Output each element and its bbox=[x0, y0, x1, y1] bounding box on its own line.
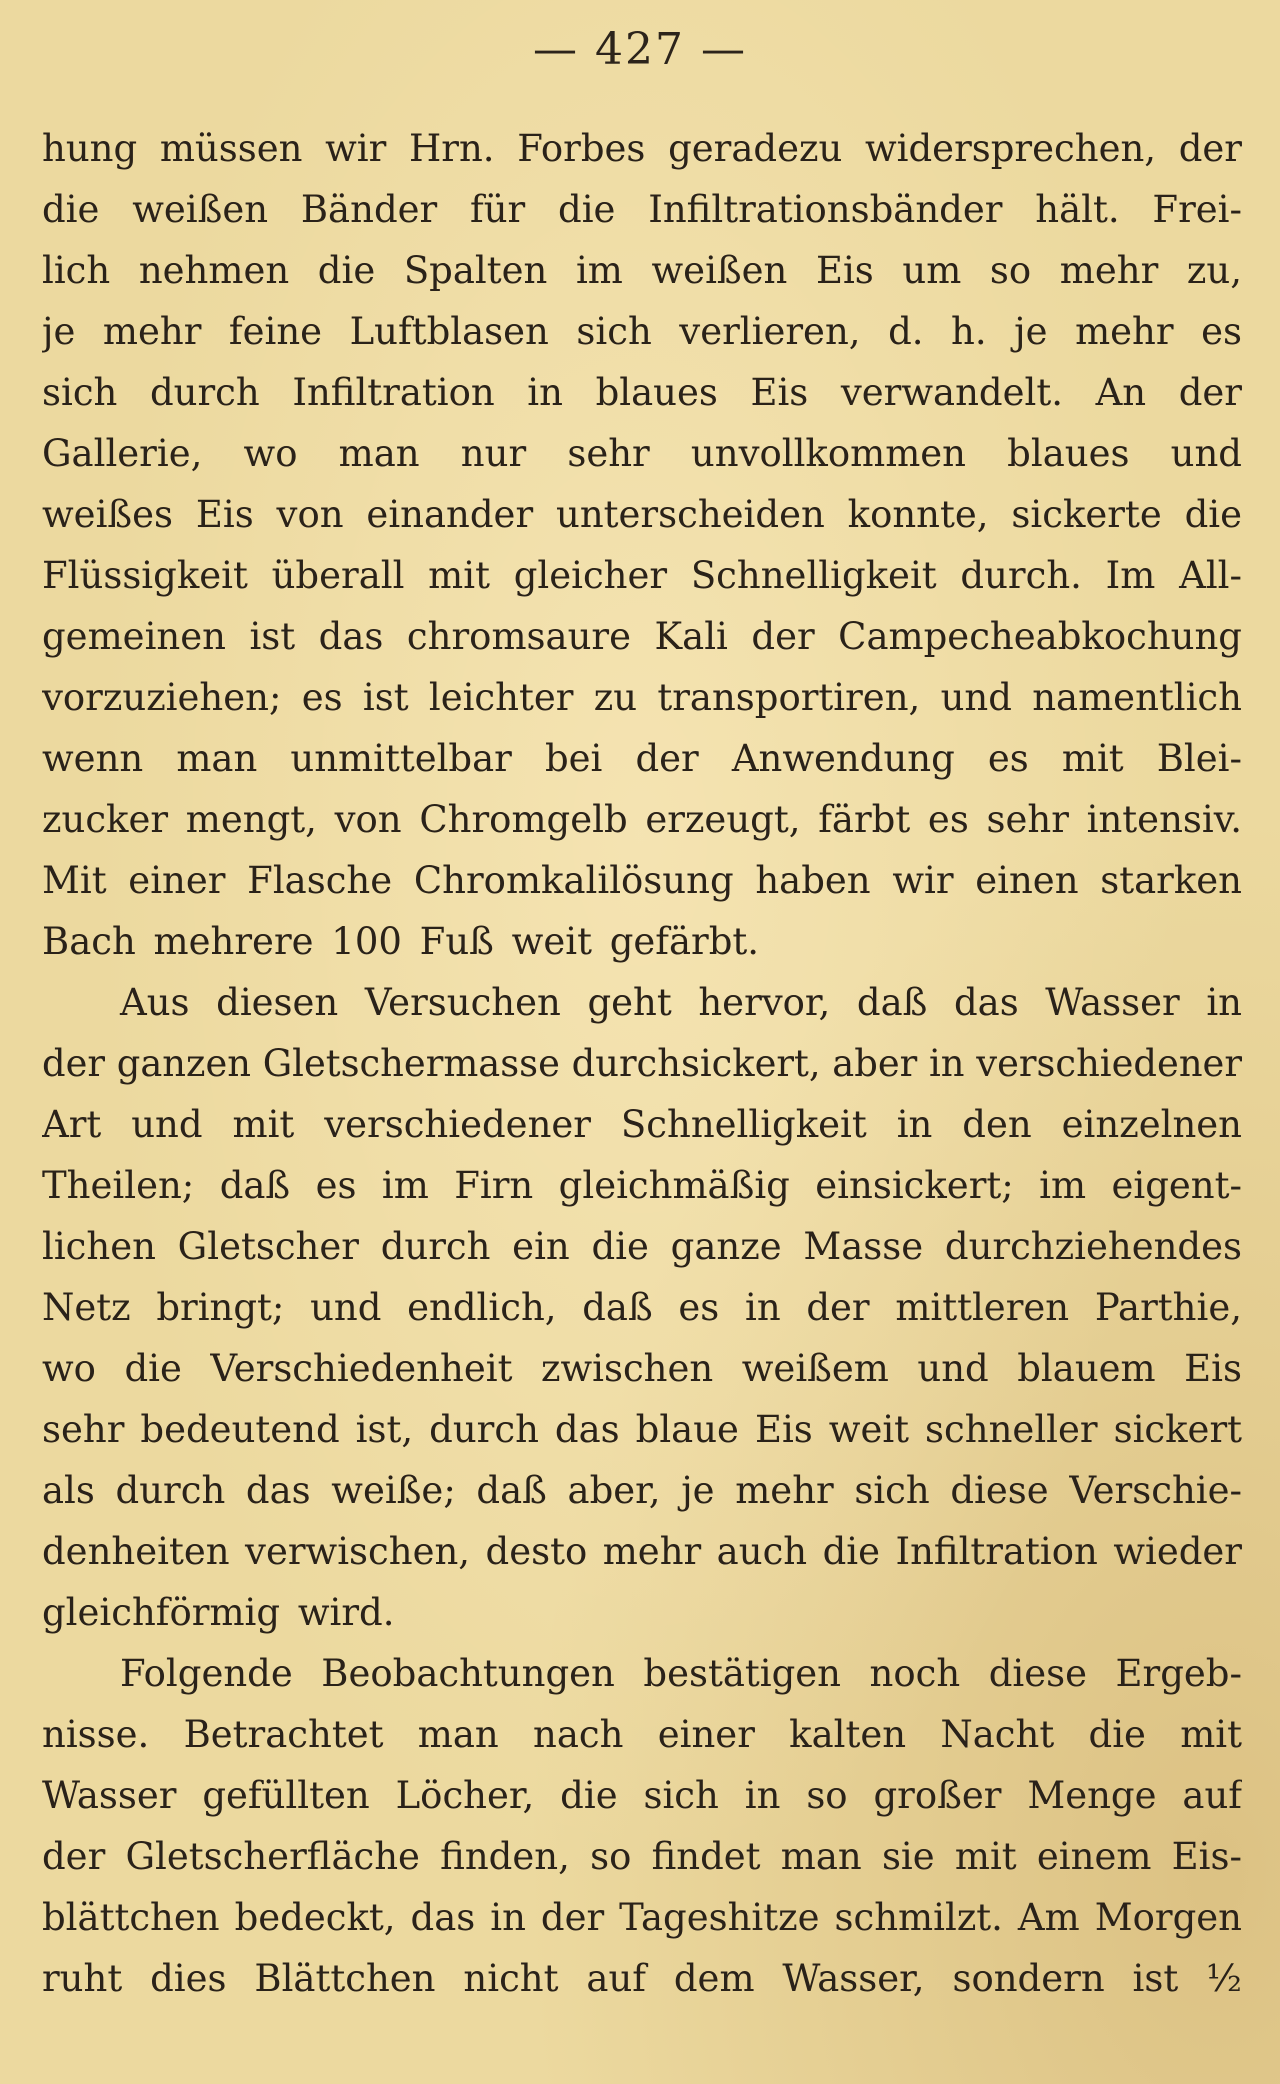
text-line bbox=[42, 1399, 1242, 1460]
line-text: Bach mehrere 100 Fuß weit gefärbt. bbox=[42, 920, 760, 963]
line-text: weißes Eis von einander unterscheiden konnte, sickerte die bbox=[42, 493, 1242, 536]
line-text: Wasser gefüllten Löcher, die sich in so großer Menge auf bbox=[42, 1774, 1242, 1817]
line-text: Netz bringt; und endlich, daß es in der mittleren Parthie, bbox=[42, 1286, 1242, 1329]
text-line bbox=[42, 240, 1242, 301]
line-text: denheiten verwischen, desto mehr auch die Infiltration wieder bbox=[42, 1530, 1242, 1573]
text-line bbox=[42, 1094, 1242, 1155]
text-line bbox=[42, 1338, 1242, 1399]
line-text: zucker mengt, von Chromgelb erzeugt, färbt es sehr intensiv. bbox=[42, 798, 1242, 841]
text-line bbox=[42, 118, 1242, 179]
line-text: der Gletscherfläche finden, so findet man sie mit einem Eis- bbox=[42, 1835, 1242, 1878]
text-line bbox=[42, 1521, 1242, 1582]
line-text: Mit einer Flasche Chromkalilösung haben wir einen starken bbox=[42, 859, 1242, 902]
line-text: ruht dies Blättchen nicht auf dem Wasser, sondern ist ½ bbox=[42, 1957, 1242, 2000]
line-text: wo die Verschiedenheit zwischen weißem und blauem Eis bbox=[42, 1347, 1242, 1390]
text-line bbox=[42, 1033, 1242, 1094]
line-text: Gallerie, wo man nur sehr unvollkommen blaues und bbox=[42, 432, 1242, 475]
text-line bbox=[42, 1948, 1242, 2009]
text-line bbox=[42, 1887, 1242, 1948]
text-line bbox=[42, 1582, 1242, 1643]
text-line bbox=[42, 850, 1242, 911]
line-text: Folgende Beobachtungen bestätigen noch diese Ergeb- bbox=[120, 1652, 1242, 1695]
paragraph-first-line bbox=[42, 1643, 1242, 1704]
line-text: vorzuziehen; es ist leichter zu transportiren, und namentlich bbox=[42, 676, 1242, 719]
line-text: nisse. Betrachtet man nach einer kalten Nacht die mit bbox=[42, 1713, 1242, 1756]
text-line bbox=[42, 179, 1242, 240]
text-line bbox=[42, 606, 1242, 667]
line-text: der ganzen Gletschermasse durchsickert, aber in verschiedener bbox=[42, 1042, 1242, 1085]
line-text: lichen Gletscher durch ein die ganze Masse durchziehendes bbox=[42, 1225, 1242, 1268]
line-text: blättchen bedeckt, das in der Tageshitze schmilzt. Am Morgen bbox=[42, 1896, 1242, 1939]
line-text: je mehr feine Luftblasen sich verlieren, d. h. je mehr es bbox=[42, 310, 1242, 353]
text-line bbox=[42, 667, 1242, 728]
line-text: hung müssen wir Hrn. Forbes geradezu widersprechen, der bbox=[42, 127, 1242, 170]
text-line bbox=[42, 423, 1242, 484]
line-text: Theilen; daß es im Firn gleichmäßig einsickert; im eigent- bbox=[42, 1164, 1242, 1207]
line-text: als durch das weiße; daß aber, je mehr sich diese Verschie- bbox=[42, 1469, 1242, 1512]
text-line bbox=[42, 728, 1242, 789]
line-text: wenn man unmittelbar bei der Anwendung es mit Blei- bbox=[42, 737, 1242, 780]
text-line bbox=[42, 301, 1242, 362]
line-text: gleichförmig wird. bbox=[42, 1591, 395, 1634]
text-line bbox=[42, 1216, 1242, 1277]
text-line bbox=[42, 1765, 1242, 1826]
line-text: gemeinen ist das chromsaure Kali der Campecheabkochung bbox=[42, 615, 1242, 658]
text-line bbox=[42, 789, 1242, 850]
text-line bbox=[42, 1704, 1242, 1765]
page-number: — 427 — bbox=[533, 24, 747, 75]
body-text bbox=[42, 118, 1242, 2009]
line-text: Aus diesen Versuchen geht hervor, daß das Wasser in bbox=[120, 981, 1242, 1024]
text-line bbox=[42, 362, 1242, 423]
line-text: die weißen Bänder für die Infiltrationsbänder hält. Frei- bbox=[42, 188, 1242, 231]
text-line bbox=[42, 484, 1242, 545]
line-text: Flüssigkeit überall mit gleicher Schnelligkeit durch. Im All- bbox=[42, 554, 1242, 597]
line-text: Art und mit verschiedener Schnelligkeit in den einzelnen bbox=[42, 1103, 1242, 1146]
line-text: sehr bedeutend ist, durch das blaue Eis weit schneller sickert bbox=[42, 1408, 1242, 1451]
text-line bbox=[42, 1155, 1242, 1216]
text-line bbox=[42, 1277, 1242, 1338]
line-text: sich durch Infiltration in blaues Eis verwandelt. An der bbox=[42, 371, 1242, 414]
text-line bbox=[42, 545, 1242, 606]
paragraph-first-line bbox=[42, 972, 1242, 1033]
line-text: lich nehmen die Spalten im weißen Eis um so mehr zu, bbox=[42, 249, 1242, 292]
text-line bbox=[42, 911, 1242, 972]
text-line bbox=[42, 1460, 1242, 1521]
text-line bbox=[42, 1826, 1242, 1887]
